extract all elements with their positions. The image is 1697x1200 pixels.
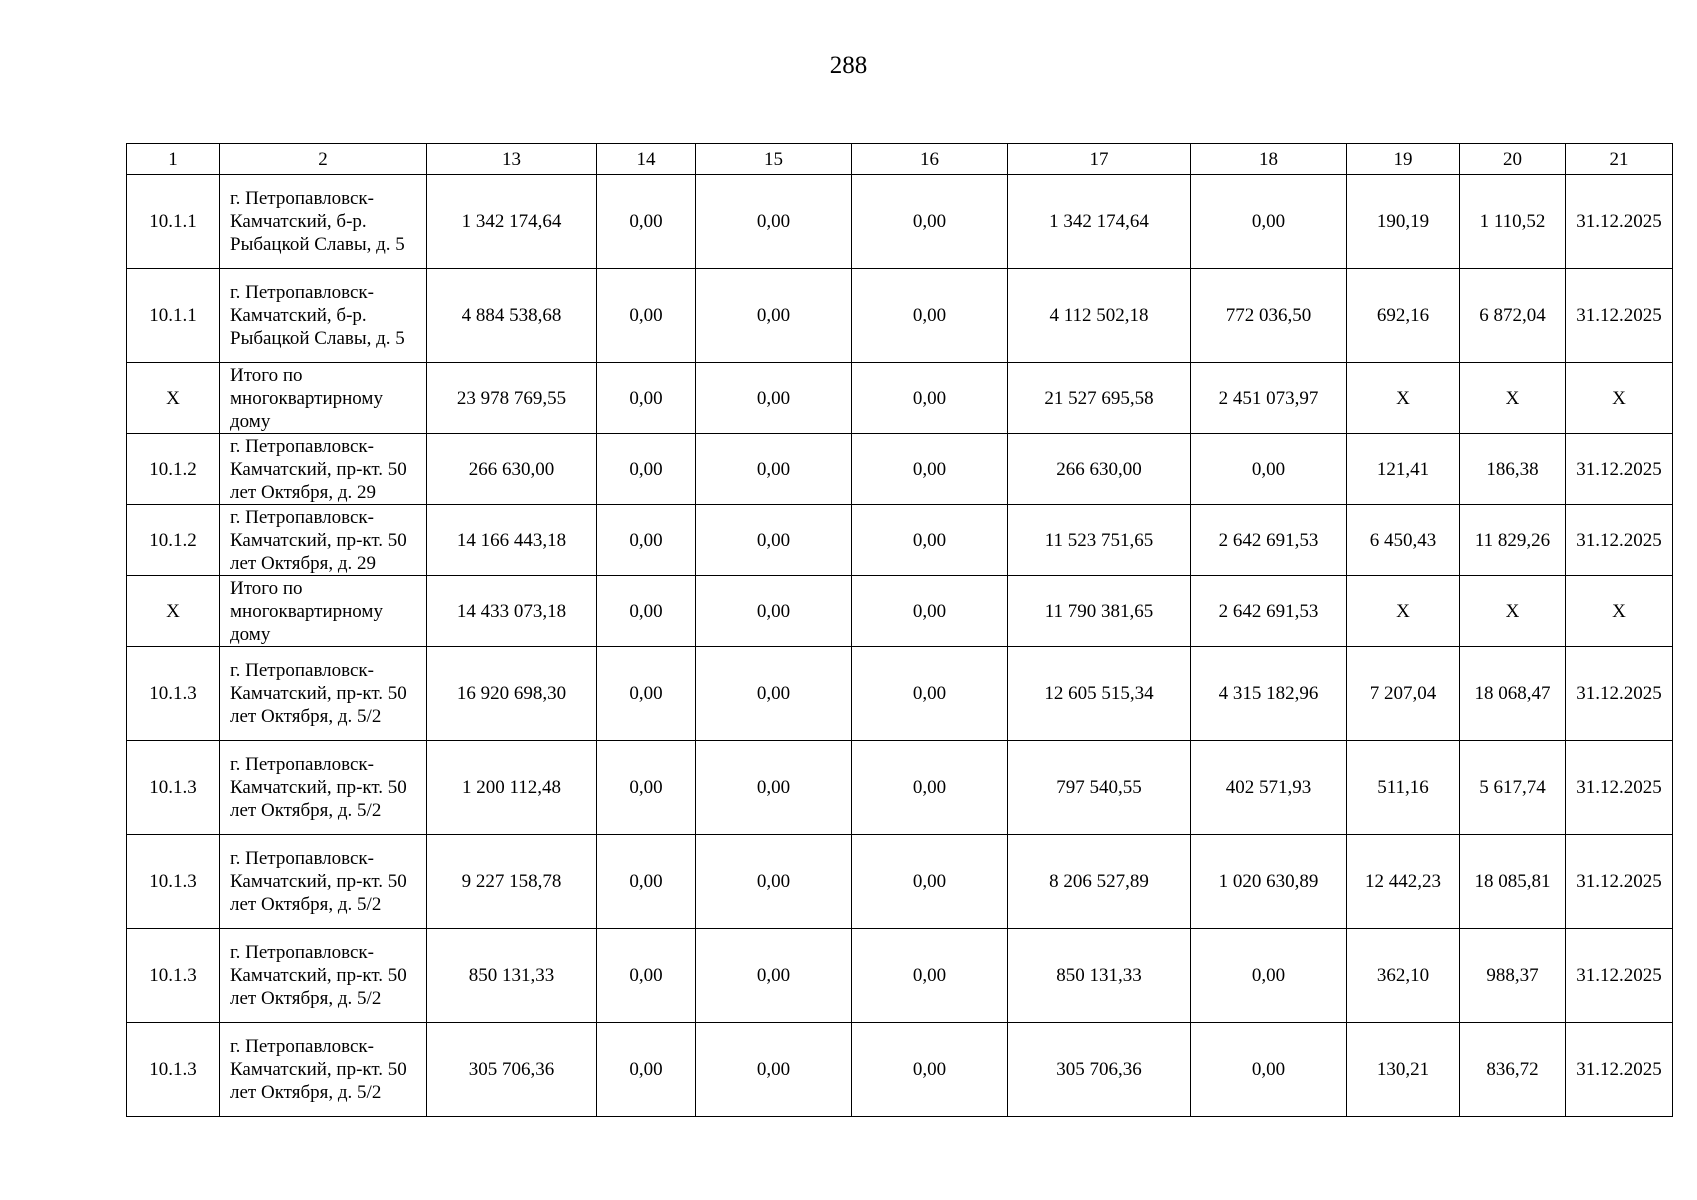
table-cell: 0,00 [597, 1023, 696, 1117]
table-cell: 10.1.3 [127, 741, 220, 835]
table-cell: 21 527 695,58 [1008, 363, 1191, 434]
table-cell: 0,00 [696, 175, 852, 269]
table-row [127, 269, 1673, 363]
table-cell: X [127, 576, 220, 647]
column-header: 18 [1191, 144, 1347, 175]
table-cell: 0,00 [852, 741, 1008, 835]
table-cell: 2 451 073,97 [1191, 363, 1347, 434]
table-cell: 0,00 [696, 269, 852, 363]
table-cell: 10.1.3 [127, 647, 220, 741]
table-cell: 0,00 [597, 647, 696, 741]
table-cell: 9 227 158,78 [427, 835, 597, 929]
table-body [127, 144, 1673, 1117]
table-cell: 692,16 [1347, 269, 1460, 363]
table-cell: 6 450,43 [1347, 505, 1460, 576]
table-cell: 5 617,74 [1460, 741, 1566, 835]
table-cell: 0,00 [597, 835, 696, 929]
table-cell: 0,00 [696, 363, 852, 434]
table-cell: 18 085,81 [1460, 835, 1566, 929]
column-header: 16 [852, 144, 1008, 175]
table-cell: 31.12.2025 [1566, 835, 1673, 929]
table-cell: 0,00 [1191, 1023, 1347, 1117]
table-cell: 0,00 [852, 175, 1008, 269]
table-cell: 1 110,52 [1460, 175, 1566, 269]
table-cell: 10.1.2 [127, 434, 220, 505]
table-cell: 10.1.3 [127, 835, 220, 929]
column-header: 2 [220, 144, 427, 175]
table-cell: 4 112 502,18 [1008, 269, 1191, 363]
table-cell: 0,00 [852, 434, 1008, 505]
table-cell: 16 920 698,30 [427, 647, 597, 741]
table-cell: 0,00 [852, 363, 1008, 434]
table-cell: 14 433 073,18 [427, 576, 597, 647]
column-header: 15 [696, 144, 852, 175]
table-cell: 31.12.2025 [1566, 434, 1673, 505]
table-row [127, 175, 1673, 269]
table-cell: 1 200 112,48 [427, 741, 597, 835]
table-cell: 0,00 [852, 505, 1008, 576]
table-cell: 266 630,00 [427, 434, 597, 505]
table-cell: 0,00 [597, 434, 696, 505]
table-cell: 190,19 [1347, 175, 1460, 269]
table-cell: 511,16 [1347, 741, 1460, 835]
address-cell: г. Петропавловск-Камчатский, б-р. Рыбацкой Славы, д. 5 [220, 175, 427, 269]
table-cell: X [127, 363, 220, 434]
table-cell: 1 342 174,64 [1008, 175, 1191, 269]
table-cell: 1 342 174,64 [427, 175, 597, 269]
table-cell: 305 706,36 [427, 1023, 597, 1117]
table-cell: X [1347, 363, 1460, 434]
table-cell: 31.12.2025 [1566, 647, 1673, 741]
page-number: 288 [829, 52, 868, 79]
table-row [127, 434, 1673, 505]
table-cell: 10.1.3 [127, 929, 220, 1023]
table-row [127, 363, 1673, 434]
table-cell: 8 206 527,89 [1008, 835, 1191, 929]
table-cell: 31.12.2025 [1566, 269, 1673, 363]
table-cell: 0,00 [696, 835, 852, 929]
table-cell: 4 884 538,68 [427, 269, 597, 363]
column-header: 17 [1008, 144, 1191, 175]
table-cell: 0,00 [597, 505, 696, 576]
column-header: 13 [427, 144, 597, 175]
table-row [127, 505, 1673, 576]
table-cell: 11 790 381,65 [1008, 576, 1191, 647]
table-cell: 0,00 [696, 576, 852, 647]
table-cell: 7 207,04 [1347, 647, 1460, 741]
address-cell: г. Петропавловск-Камчатский, пр-кт. 50 лет Октября, д. 5/2 [220, 647, 427, 741]
table-cell: 1 020 630,89 [1191, 835, 1347, 929]
table-cell: 850 131,33 [1008, 929, 1191, 1023]
table-cell: 0,00 [852, 929, 1008, 1023]
table-cell: 121,41 [1347, 434, 1460, 505]
table-cell: 11 523 751,65 [1008, 505, 1191, 576]
table-cell: 10.1.2 [127, 505, 220, 576]
table-row [127, 929, 1673, 1023]
table-cell: 10.1.1 [127, 175, 220, 269]
table-cell: 797 540,55 [1008, 741, 1191, 835]
data-table [126, 143, 1673, 1117]
table-cell: 186,38 [1460, 434, 1566, 505]
table-cell: 0,00 [597, 741, 696, 835]
table-row [127, 1023, 1673, 1117]
column-header: 14 [597, 144, 696, 175]
column-header: 21 [1566, 144, 1673, 175]
table-cell: 18 068,47 [1460, 647, 1566, 741]
table-cell: 0,00 [597, 576, 696, 647]
table-row [127, 835, 1673, 929]
table-cell: 402 571,93 [1191, 741, 1347, 835]
table-cell: 0,00 [696, 505, 852, 576]
table-cell: 0,00 [1191, 175, 1347, 269]
table-cell: 305 706,36 [1008, 1023, 1191, 1117]
table-cell: 31.12.2025 [1566, 929, 1673, 1023]
table-cell: 0,00 [696, 434, 852, 505]
address-cell: г. Петропавловск-Камчатский, пр-кт. 50 лет Октября, д. 5/2 [220, 741, 427, 835]
table-cell: 31.12.2025 [1566, 505, 1673, 576]
address-cell: Итого по многоквартирному дому [220, 363, 427, 434]
table-cell: 0,00 [597, 175, 696, 269]
table-cell: X [1566, 363, 1673, 434]
table-cell: 130,21 [1347, 1023, 1460, 1117]
table-cell: X [1566, 576, 1673, 647]
address-cell: г. Петропавловск-Камчатский, пр-кт. 50 лет Октября, д. 5/2 [220, 835, 427, 929]
table-cell: 14 166 443,18 [427, 505, 597, 576]
table-cell: 0,00 [696, 929, 852, 1023]
table-cell: 988,37 [1460, 929, 1566, 1023]
table-cell: 850 131,33 [427, 929, 597, 1023]
table-cell: 0,00 [597, 363, 696, 434]
table-cell: 0,00 [852, 647, 1008, 741]
table-cell: 0,00 [852, 269, 1008, 363]
table-cell: 266 630,00 [1008, 434, 1191, 505]
table-cell: 4 315 182,96 [1191, 647, 1347, 741]
table-cell: X [1460, 363, 1566, 434]
table-cell: 0,00 [597, 929, 696, 1023]
address-cell: г. Петропавловск-Камчатский, б-р. Рыбацкой Славы, д. 5 [220, 269, 427, 363]
table-cell: X [1460, 576, 1566, 647]
table-cell: 0,00 [597, 269, 696, 363]
table-cell: 10.1.3 [127, 1023, 220, 1117]
address-cell: г. Петропавловск-Камчатский, пр-кт. 50 лет Октября, д. 29 [220, 505, 427, 576]
table-cell: 362,10 [1347, 929, 1460, 1023]
table-cell: 0,00 [696, 1023, 852, 1117]
table-cell: 12 442,23 [1347, 835, 1460, 929]
table-row [127, 741, 1673, 835]
table-cell: X [1347, 576, 1460, 647]
table-cell: 2 642 691,53 [1191, 505, 1347, 576]
table-cell: 31.12.2025 [1566, 175, 1673, 269]
column-header: 1 [127, 144, 220, 175]
table-cell: 2 642 691,53 [1191, 576, 1347, 647]
table-cell: 772 036,50 [1191, 269, 1347, 363]
table-cell: 0,00 [852, 1023, 1008, 1117]
table-cell: 12 605 515,34 [1008, 647, 1191, 741]
table-cell: 10.1.1 [127, 269, 220, 363]
table-row [127, 647, 1673, 741]
address-cell: г. Петропавловск-Камчатский, пр-кт. 50 лет Октября, д. 5/2 [220, 929, 427, 1023]
table-cell: 0,00 [1191, 929, 1347, 1023]
column-header: 19 [1347, 144, 1460, 175]
table-cell: 23 978 769,55 [427, 363, 597, 434]
address-cell: г. Петропавловск-Камчатский, пр-кт. 50 лет Октября, д. 29 [220, 434, 427, 505]
table-cell: 0,00 [852, 576, 1008, 647]
table-cell: 31.12.2025 [1566, 741, 1673, 835]
table-cell: 31.12.2025 [1566, 1023, 1673, 1117]
table-cell: 11 829,26 [1460, 505, 1566, 576]
table-cell: 0,00 [1191, 434, 1347, 505]
header-row [127, 144, 1673, 175]
table-cell: 0,00 [696, 647, 852, 741]
table-cell: 6 872,04 [1460, 269, 1566, 363]
table-cell: 836,72 [1460, 1023, 1566, 1117]
column-header: 20 [1460, 144, 1566, 175]
table-row [127, 576, 1673, 647]
address-cell: Итого по многоквартирному дому [220, 576, 427, 647]
table-cell: 0,00 [852, 835, 1008, 929]
address-cell: г. Петропавловск-Камчатский, пр-кт. 50 лет Октября, д. 5/2 [220, 1023, 427, 1117]
table-cell: 0,00 [696, 741, 852, 835]
